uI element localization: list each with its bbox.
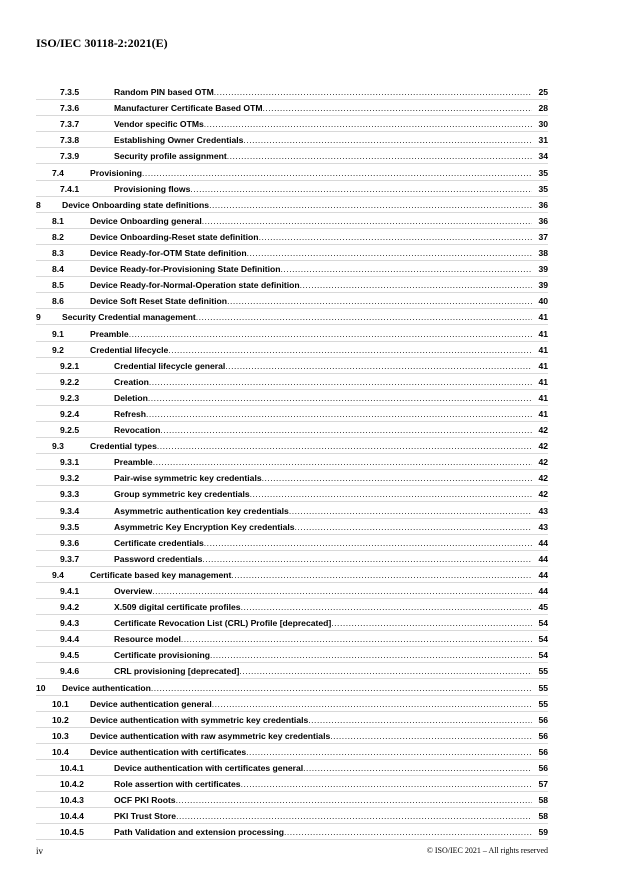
- toc-entry-number: 9.2.3: [60, 392, 80, 403]
- toc-entry[interactable]: [36, 358, 548, 374]
- toc-dot-leader: [250, 489, 532, 499]
- toc-entry-number: 9.4.6: [60, 666, 80, 677]
- toc-entry-number: 9.2: [52, 344, 64, 355]
- toc-entry-page: 41: [538, 328, 548, 339]
- toc-dot-leader: [190, 184, 532, 194]
- toc-entry-title: Credential lifecycle: [90, 344, 169, 355]
- toc-dot-leader: [262, 473, 532, 483]
- toc-entry-title: Deletion: [114, 392, 148, 403]
- toc-dot-leader: [176, 795, 532, 805]
- toc-entry[interactable]: [36, 406, 548, 422]
- toc-entry[interactable]: [36, 390, 548, 406]
- toc-entry-number: 8.4: [52, 264, 64, 275]
- toc-entry-page: 39: [538, 280, 548, 291]
- toc-entry[interactable]: [36, 293, 548, 309]
- toc-entry-title: Security Credential management: [62, 312, 196, 323]
- toc-dot-leader: [231, 570, 532, 580]
- toc-entry-number: 10.4: [52, 746, 69, 757]
- toc-dot-leader: [157, 441, 532, 451]
- toc-dot-leader: [152, 586, 532, 596]
- toc-dot-leader: [239, 666, 532, 676]
- toc-entry[interactable]: [36, 696, 548, 712]
- toc-entry-number: 10.3: [52, 730, 69, 741]
- toc-entry[interactable]: [36, 486, 548, 502]
- toc-dot-leader: [204, 119, 532, 129]
- toc-entry-number: 8.5: [52, 280, 64, 291]
- toc-entry-page: 37: [538, 231, 548, 242]
- toc-entry-page: 41: [538, 376, 548, 387]
- toc-entry[interactable]: [36, 712, 548, 728]
- toc-dot-leader: [330, 731, 532, 741]
- toc-entry[interactable]: [36, 792, 548, 808]
- toc-entry[interactable]: [36, 776, 548, 792]
- toc-entry[interactable]: [36, 519, 548, 535]
- toc-entry-page: 55: [538, 682, 548, 693]
- toc-entry-title: Credential lifecycle general: [114, 360, 226, 371]
- toc-entry-page: 44: [538, 553, 548, 564]
- toc-entry-number: 10.1: [52, 698, 69, 709]
- toc-entry-number: 9.2.1: [60, 360, 80, 371]
- toc-dot-leader: [308, 715, 532, 725]
- toc-entry-title: Preamble: [114, 457, 153, 468]
- toc-entry-page: 41: [538, 360, 548, 371]
- toc-dot-leader: [129, 329, 532, 339]
- toc-entry-page: 34: [538, 151, 548, 162]
- toc-entry-page: 58: [538, 811, 548, 822]
- toc-entry[interactable]: [36, 679, 548, 695]
- toc-entry[interactable]: [36, 599, 548, 615]
- toc-entry[interactable]: [36, 470, 548, 486]
- toc-entry-number: 10.4.4: [60, 811, 84, 822]
- toc-entry-number: 7.4.1: [60, 183, 80, 194]
- toc-entry[interactable]: [36, 744, 548, 760]
- toc-entry-number: 9.4.1: [60, 586, 80, 596]
- toc-entry-number: 8.6: [52, 296, 64, 307]
- toc-entry-number: 9.3.1: [60, 457, 80, 468]
- toc-entry-title: Device authentication with symmetric key credentials: [90, 714, 309, 725]
- toc-entry[interactable]: [36, 551, 548, 567]
- toc-entry-title: Certificate credentials: [114, 537, 204, 548]
- toc-entry[interactable]: [36, 808, 548, 824]
- toc-dot-leader: [263, 103, 532, 113]
- toc-entry-number: 7.3.8: [60, 135, 80, 146]
- toc-dot-leader: [281, 264, 532, 274]
- toc-entry-title: Credential types: [90, 441, 157, 452]
- toc-entry[interactable]: [36, 454, 548, 470]
- toc-entry-number: 9.2.4: [60, 408, 80, 419]
- toc-entry[interactable]: [36, 631, 548, 647]
- toc-dot-leader: [214, 87, 532, 97]
- toc-entry-title: Preamble: [90, 328, 129, 339]
- toc-entry-title: Password credentials: [114, 553, 203, 564]
- toc-entry-page: 43: [538, 505, 548, 516]
- toc-entry-title: CRL provisioning [deprecated]: [114, 666, 240, 677]
- toc-dot-leader: [289, 506, 532, 516]
- toc-entry[interactable]: [36, 728, 548, 744]
- toc-entry-page: 59: [538, 827, 548, 838]
- toc-dot-leader: [148, 393, 532, 403]
- toc-entry-number: 9.4.2: [60, 602, 80, 613]
- toc-entry-number: 9.2.5: [60, 425, 80, 436]
- toc-entry-page: 31: [538, 135, 548, 146]
- toc-entry-title: Device Onboarding-Reset state definition: [90, 231, 259, 242]
- toc-entry-page: 36: [538, 199, 548, 210]
- toc-entry-page: 58: [538, 795, 548, 806]
- toc-entry-number: 9.3.5: [60, 521, 80, 532]
- toc-entry-title: Asymmetric authentication key credentials: [114, 505, 289, 516]
- toc-entry-title: Refresh: [114, 408, 146, 419]
- toc-entry[interactable]: [36, 663, 548, 679]
- toc-entry[interactable]: [36, 116, 548, 132]
- toc-entry[interactable]: [36, 567, 548, 583]
- toc-entry-number: 9.1: [52, 328, 64, 339]
- toc-entry[interactable]: [36, 261, 548, 277]
- toc-entry[interactable]: [36, 647, 548, 663]
- toc-entry-page: 45: [538, 602, 548, 613]
- toc-entry[interactable]: [36, 245, 548, 261]
- toc-entry-page: 25: [538, 87, 548, 98]
- toc-entry-title: Device authentication general: [90, 698, 212, 709]
- toc-entry-title: Device Ready-for-Normal-Operation state definition: [90, 280, 300, 291]
- toc-dot-leader: [303, 763, 532, 773]
- toc-entry[interactable]: [36, 229, 548, 245]
- toc-entry[interactable]: [36, 824, 548, 840]
- toc-entry-page: 43: [538, 521, 548, 532]
- toc-entry-page: 36: [538, 215, 548, 226]
- toc-entry-page: 41: [538, 344, 548, 355]
- toc-entry-number: 9.3.3: [60, 489, 80, 500]
- toc-entry-title: Device Onboarding general: [90, 215, 202, 226]
- toc-entry-title: Provisioning flows: [114, 183, 191, 194]
- toc-entry-title: PKI Trust Store: [114, 811, 177, 822]
- toc-entry-page: 42: [538, 425, 548, 436]
- toc-entry[interactable]: [36, 181, 548, 197]
- toc-entry-title: Device authentication with certificates: [90, 746, 247, 757]
- toc-entry-number: 7.3.9: [60, 151, 80, 162]
- toc-entry-page: 38: [538, 248, 548, 259]
- toc-entry[interactable]: [36, 422, 548, 438]
- toc-entry-number: 10.4.3: [60, 795, 84, 806]
- toc-entry[interactable]: [36, 374, 548, 390]
- toc-entry[interactable]: [36, 132, 548, 148]
- toc-entry-page: 55: [538, 666, 548, 677]
- toc-entry-title: Group symmetric key credentials: [114, 489, 250, 500]
- toc-entry-number: 9.4.4: [60, 634, 80, 645]
- toc-entry-number: 9.4.3: [60, 618, 80, 629]
- toc-entry-title: Resource model: [114, 634, 181, 645]
- toc-entry[interactable]: [36, 502, 548, 518]
- page-number: iv: [36, 846, 44, 856]
- toc-entry-title: Provisioning: [90, 167, 143, 178]
- toc-entry-number: 9: [36, 312, 41, 323]
- toc-entry-title: Device Ready-for-Provisioning State Definition: [90, 264, 281, 275]
- toc-entry-title: X.509 digital certificate profiles: [114, 602, 241, 613]
- toc-dot-leader: [202, 554, 532, 564]
- toc-entry[interactable]: [36, 277, 548, 293]
- toc-entry[interactable]: [36, 615, 548, 631]
- toc-dot-leader: [225, 361, 532, 371]
- toc-dot-leader: [246, 747, 532, 757]
- toc-entry-title: Overview: [114, 586, 153, 596]
- toc-dot-leader: [212, 699, 532, 709]
- toc-entry-title: Role assertion with certificates: [114, 779, 241, 790]
- toc-entry-title: OCF PKI Roots: [114, 795, 176, 806]
- toc-entry-page: 30: [538, 119, 548, 130]
- toc-entry-number: 8.1: [52, 215, 64, 226]
- toc-entry-page: 41: [538, 392, 548, 403]
- toc-dot-leader: [202, 216, 532, 226]
- toc-entry-number: 9.4.5: [60, 650, 80, 661]
- toc-entry-title: Device Onboarding state definitions: [62, 199, 210, 210]
- toc-entry-title: Device Soft Reset State definition: [90, 296, 228, 307]
- toc-entry-page: 44: [538, 586, 548, 596]
- toc-entry-number: 10: [36, 682, 46, 693]
- toc-entry-page: 40: [538, 296, 548, 307]
- toc-dot-leader: [227, 151, 532, 161]
- toc-dot-leader: [153, 457, 532, 467]
- toc-entry-page: 42: [538, 457, 548, 468]
- toc-entry-number: 8.3: [52, 248, 64, 259]
- toc-entry-number: 9.4: [52, 569, 64, 580]
- toc-entry[interactable]: [36, 148, 548, 164]
- toc-entry-title: Manufacturer Certificate Based OTM: [114, 103, 263, 114]
- toc-entry-title: Creation: [114, 376, 149, 387]
- toc-entry-title: Asymmetric Key Encryption Key credentials: [114, 521, 295, 532]
- toc-entry-page: 56: [538, 714, 548, 725]
- toc-entry-number: 7.3.5: [60, 87, 80, 98]
- toc-entry[interactable]: [36, 197, 548, 213]
- toc-entry-title: Establishing Owner Credentials: [114, 135, 244, 146]
- toc-entry-page: 56: [538, 730, 548, 741]
- toc-entry-page: 42: [538, 473, 548, 484]
- toc-entry-number: 10.4.1: [60, 763, 84, 774]
- toc-entry-title: Device authentication with raw asymmetric key credentials: [90, 730, 331, 741]
- toc-entry-page: 35: [538, 183, 548, 194]
- toc-dot-leader: [247, 248, 532, 258]
- toc-dot-leader: [151, 683, 532, 693]
- toc-entry[interactable]: [36, 535, 548, 551]
- toc-entry-number: 10.4.5: [60, 827, 84, 838]
- toc-entry-number: 9.3.7: [60, 553, 80, 564]
- toc-dot-leader: [176, 811, 532, 821]
- toc-dot-leader: [181, 634, 532, 644]
- toc-entry-page: 54: [538, 650, 548, 661]
- toc-dot-leader: [160, 425, 532, 435]
- toc-entry-page: 39: [538, 264, 548, 275]
- toc-entry-number: 9.3: [52, 441, 64, 452]
- toc-entry[interactable]: [36, 164, 548, 180]
- toc-entry-number: 10.2: [52, 714, 69, 725]
- toc-entry[interactable]: [36, 100, 548, 116]
- toc-dot-leader: [300, 280, 532, 290]
- document-header: ISO/IEC 30118-2:2021(E): [36, 36, 168, 50]
- toc-entry-number: 8.2: [52, 231, 64, 242]
- table-of-contents: [36, 84, 548, 840]
- toc-entry-number: 8: [36, 199, 41, 210]
- toc-entry-number: 7.3.6: [60, 103, 80, 114]
- toc-entry-title: Certificate Revocation List (CRL) Profile [deprecated]: [114, 618, 332, 629]
- toc-entry-page: 35: [538, 167, 548, 178]
- toc-entry-page: 54: [538, 634, 548, 645]
- toc-entry[interactable]: [36, 583, 548, 599]
- toc-entry-page: 44: [538, 537, 548, 548]
- toc-entry-title: Path Validation and extension processing: [114, 827, 285, 838]
- toc-entry-title: Pair-wise symmetric key credentials: [114, 473, 262, 484]
- toc-entry-number: 7.3.7: [60, 119, 80, 130]
- toc-entry-page: 56: [538, 763, 548, 774]
- toc-entry[interactable]: [36, 213, 548, 229]
- copyright-notice: © ISO/IEC 2021 – All rights reserved: [426, 846, 548, 855]
- toc-entry-page: 57: [538, 779, 548, 790]
- toc-entry-number: 9.3.4: [60, 505, 80, 516]
- toc-entry-number: 9.2.2: [60, 376, 80, 387]
- toc-entry-page: 41: [538, 408, 548, 419]
- toc-entry-number: 9.3.6: [60, 537, 80, 548]
- toc-entry-number: 7.4: [52, 167, 64, 178]
- toc-dot-leader: [146, 409, 532, 419]
- toc-dot-leader: [241, 779, 532, 789]
- toc-entry-page: 56: [538, 746, 548, 757]
- toc-entry-number: 9.3.2: [60, 473, 80, 484]
- toc-entry-title: Security profile assignment: [114, 151, 227, 162]
- toc-dot-leader: [331, 618, 532, 628]
- toc-entry-page: 54: [538, 618, 548, 629]
- toc-entry-page: 42: [538, 441, 548, 452]
- toc-dot-leader: [204, 538, 532, 548]
- toc-dot-leader: [209, 200, 532, 210]
- toc-entry-title: Certificate provisioning: [114, 650, 210, 661]
- toc-entry[interactable]: [36, 309, 548, 325]
- toc-dot-leader: [196, 312, 532, 322]
- toc-dot-leader: [259, 232, 532, 242]
- toc-entry-title: Vendor specific OTMs: [114, 119, 204, 130]
- toc-entry[interactable]: [36, 760, 548, 776]
- toc-entry[interactable]: [36, 342, 548, 358]
- toc-entry-number: 10.4.2: [60, 779, 84, 790]
- toc-entry-title: Revocation: [114, 425, 161, 436]
- toc-entry-page: 42: [538, 489, 548, 500]
- toc-entry[interactable]: [36, 84, 548, 100]
- toc-dot-leader: [210, 650, 532, 660]
- toc-dot-leader: [149, 377, 532, 387]
- toc-entry-title: Device authentication: [62, 682, 151, 693]
- toc-entry-page: 55: [538, 698, 548, 709]
- toc-dot-leader: [284, 827, 532, 837]
- toc-dot-leader: [168, 345, 532, 355]
- toc-entry[interactable]: [36, 325, 548, 341]
- toc-dot-leader: [295, 522, 532, 532]
- toc-dot-leader: [227, 296, 532, 306]
- toc-dot-leader: [243, 135, 532, 145]
- toc-dot-leader: [241, 602, 532, 612]
- toc-entry-title: Device Ready-for-OTM State definition: [90, 248, 247, 259]
- toc-entry-title: Random PIN based OTM: [114, 87, 214, 98]
- toc-entry-title: Certificate based key management: [90, 569, 232, 580]
- toc-dot-leader: [142, 168, 532, 178]
- toc-entry-page: 44: [538, 569, 548, 580]
- toc-entry-page: 41: [538, 312, 548, 323]
- toc-entry-page: 28: [538, 103, 548, 114]
- toc-entry[interactable]: [36, 438, 548, 454]
- toc-entry-title: Device authentication with certificates general: [114, 763, 304, 774]
